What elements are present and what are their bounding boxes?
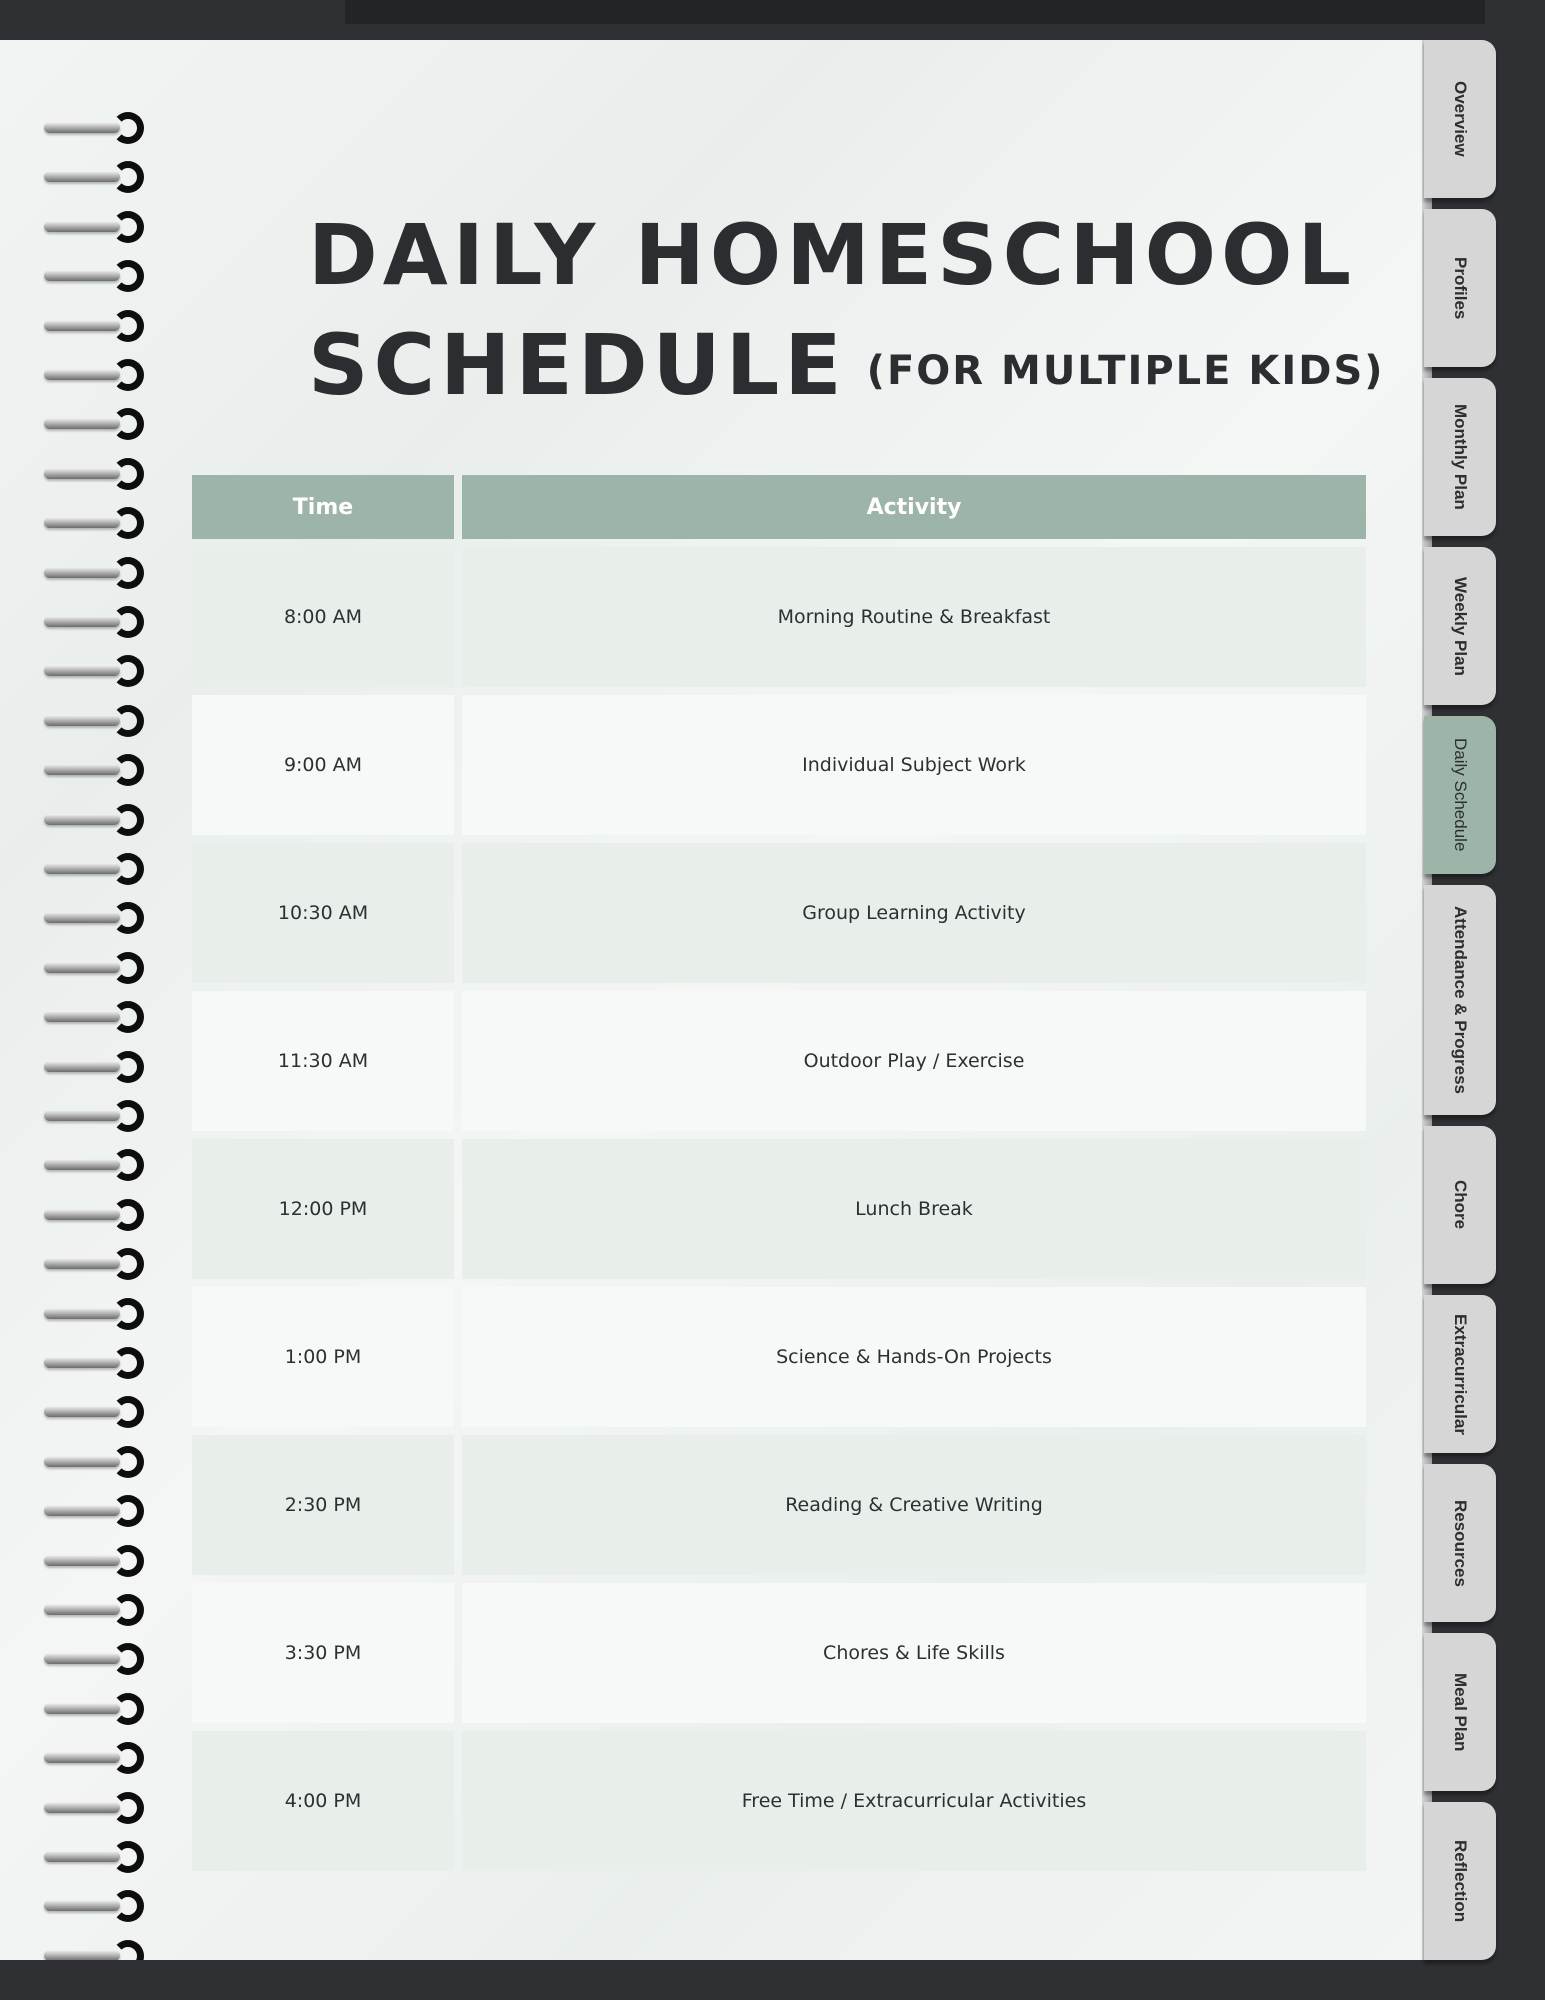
tab-resources[interactable] [1424,1464,1496,1622]
spiral-coil [40,1740,140,1774]
activity-cell: Group Learning Activity [462,843,1366,983]
spiral-coil [40,110,140,144]
table-row [192,991,1366,1131]
spiral-coil [40,851,140,885]
spiral-coil [40,1691,140,1725]
tab-reflection[interactable] [1424,1802,1496,1960]
time-cell: 4:00 PM [192,1731,454,1871]
spiral-coil [40,308,140,342]
tab-label: Reflection [1451,1839,1470,1923]
time-cell: 12:00 PM [192,1139,454,1279]
spiral-coil [40,209,140,243]
spiral-coil [40,752,140,786]
planner-page [0,40,1422,1960]
spiral-coil [40,900,140,934]
activity-cell: Science & Hands-On Projects [462,1287,1366,1427]
tab-profiles[interactable] [1424,209,1496,367]
spiral-coil [40,505,140,539]
table-row [192,843,1366,983]
spiral-coil [40,1938,140,1960]
activity-column-header: Activity [462,475,1366,539]
table-row [192,1139,1366,1279]
spiral-coil [40,1049,140,1083]
spiral-coil [40,1098,140,1132]
spiral-coil [40,406,140,440]
tab-extracurricular[interactable] [1424,1295,1496,1453]
time-cell: 10:30 AM [192,843,454,983]
tab-overview[interactable] [1424,40,1496,198]
top-page-strip [345,0,1485,24]
table-row [192,1287,1366,1427]
tab-label: Weekly Plan [1451,576,1470,676]
spiral-coil [40,703,140,737]
tab-label: Daily Schedule [1451,738,1470,852]
spiral-coil [40,456,140,490]
tab-label: Profiles [1451,256,1470,320]
spiral-coil [40,1493,140,1527]
spiral-coil [40,1592,140,1626]
spiral-coil [40,1197,140,1231]
spiral-coil [40,1888,140,1922]
spiral-coil [40,604,140,638]
tab-label: Attendance & Progress [1451,906,1470,1094]
tab-label: Monthly Plan [1451,404,1470,510]
tab-monthly-plan[interactable] [1424,378,1496,536]
spiral-coil [40,1394,140,1428]
tab-label: Meal Plan [1451,1672,1470,1752]
spiral-coil [40,999,140,1033]
table-row [192,1731,1366,1871]
spiral-coil [40,653,140,687]
spiral-coil [40,555,140,589]
spiral-coil [40,1790,140,1824]
spiral-coil [40,357,140,391]
spiral-coil [40,1147,140,1181]
activity-cell: Individual Subject Work [462,695,1366,835]
tab-daily-schedule[interactable] [1424,716,1496,874]
spiral-coil [40,258,140,292]
time-cell: 11:30 AM [192,991,454,1131]
activity-cell: Lunch Break [462,1139,1366,1279]
activity-cell: Reading & Creative Writing [462,1435,1366,1575]
activity-cell: Chores & Life Skills [462,1583,1366,1723]
title-line-1: DAILY HOMESCHOOL [308,206,1356,304]
tab-meal-plan[interactable] [1424,1633,1496,1791]
time-cell: 9:00 AM [192,695,454,835]
activity-cell: Morning Routine & Breakfast [462,547,1366,687]
time-cell: 2:30 PM [192,1435,454,1575]
table-row [192,695,1366,835]
spiral-coil [40,1444,140,1478]
table-row [192,547,1366,687]
table-header-row [192,475,1366,539]
spiral-coil [40,1345,140,1379]
time-cell: 8:00 AM [192,547,454,687]
table-row [192,1583,1366,1723]
tab-label: Extracurricular [1451,1313,1470,1435]
tab-attendance-progress[interactable] [1424,885,1496,1115]
tab-chore[interactable] [1424,1126,1496,1284]
spiral-coil [40,950,140,984]
spiral-coil [40,159,140,193]
activity-cell: Outdoor Play / Exercise [462,991,1366,1131]
spiral-coil [40,1296,140,1330]
time-column-header: Time [192,475,454,539]
tab-label: Chore [1451,1180,1470,1230]
time-cell: 1:00 PM [192,1287,454,1427]
spiral-coil [40,1543,140,1577]
title-line-2: SCHEDULE [308,316,847,414]
spiral-coil [40,1839,140,1873]
page-title [308,200,1385,426]
time-cell: 3:30 PM [192,1583,454,1723]
section-tabs [1424,40,1494,1960]
spiral-coil [40,802,140,836]
tab-weekly-plan[interactable] [1424,547,1496,705]
activity-cell: Free Time / Extracurricular Activities [462,1731,1366,1871]
tab-label: Resources [1451,1499,1470,1587]
table-row [192,1435,1366,1575]
tab-label: Overview [1451,81,1470,157]
spiral-coil [40,1246,140,1280]
spiral-coil [40,1641,140,1675]
schedule-table [184,467,1374,1879]
title-subtitle: (FOR MULTIPLE KIDS) [866,348,1385,394]
